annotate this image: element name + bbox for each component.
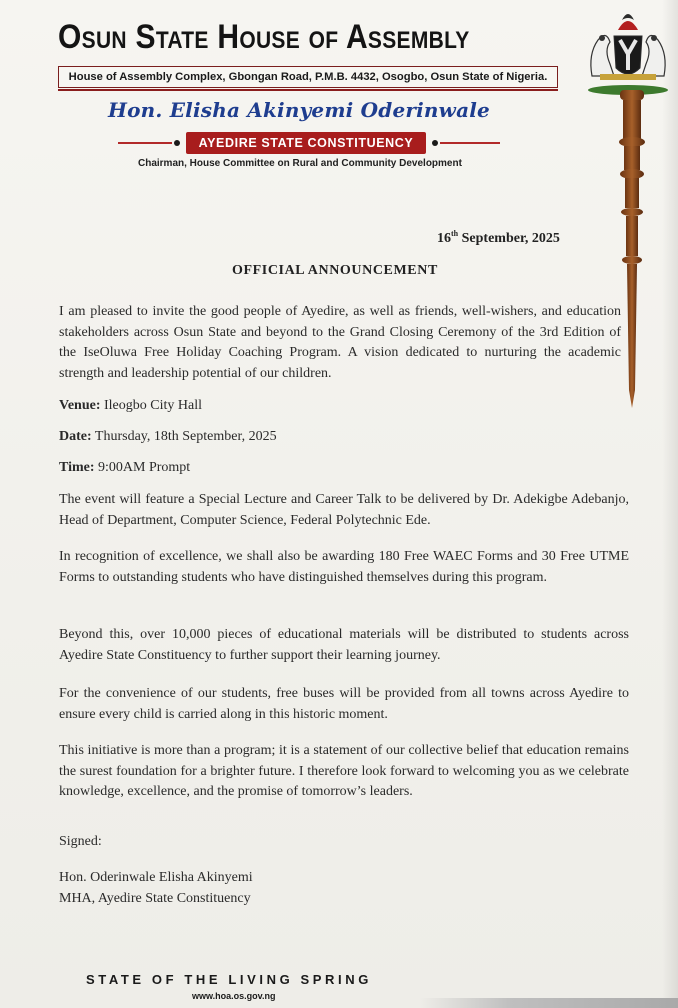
date-month-year: September, 2025 (461, 231, 560, 246)
announcement-heading: OFFICIAL ANNOUNCEMENT (232, 263, 438, 278)
constituency-banner: AYEDIRE STATE CONSTITUENCY (186, 132, 426, 154)
date-line (59, 429, 277, 445)
banner-line-right (440, 142, 500, 144)
date-label: Date: (59, 429, 92, 444)
closing-paragraph: This initiative is more than a program; it is a statement of our collective belief that education remains the surest foundation for a brighter future. I therefore look forward to welcoming you as we celebrate knowledge, excellence, and the promise of tomorrow’s leaders. (59, 743, 629, 799)
intro-paragraph: I am pleased to invite the good people of Ayedire, as well as friends, well-wishers, and education stakeholders across Osun State and beyond to the Grand Closing Ceremony of the 3rd Edition of the IseOluwa Free Holiday Coaching Program. A vision dedicated to nurturing the academic strength and leadership potential of our children. (59, 304, 621, 381)
venue-label: Venue: (59, 398, 101, 413)
address-box: House of Assembly Complex, Gbongan Road, P.M.B. 4432, Osogbo, Osun State of Nigeria. (58, 66, 558, 88)
lecture-paragraph: The event will feature a Special Lecture and Career Talk to be delivered by Dr. Adekigbe Adebanjo, Head of Department, Computer Science, Federal Polytechnic Ede. (59, 492, 629, 528)
banner-dot-left (174, 140, 180, 146)
time-line (59, 460, 190, 476)
signatory-name: Hon. Oderinwale Elisha Akinyemi (59, 870, 253, 885)
letter-date (437, 229, 560, 247)
banner-line-left (118, 142, 172, 144)
signatory-title: MHA, Ayedire State Constituency (59, 891, 251, 906)
date-suffix: th (451, 229, 459, 238)
time-value: 9:00AM Prompt (98, 460, 191, 475)
page-edge-shadow (662, 0, 678, 1008)
signed-label: Signed: (59, 834, 102, 849)
state-motto: STATE OF THE LIVING SPRING (86, 972, 372, 987)
time-label: Time: (59, 460, 95, 475)
nigeria-coat-of-arms-icon (580, 6, 676, 96)
materials-paragraph: Beyond this, over 10,000 pieces of educational materials will be distributed to students across Ayedire State Constituency to further support their learning journey. (59, 627, 629, 663)
venue-line (59, 398, 202, 414)
date-value: Thursday, 18th September, 2025 (94, 429, 277, 444)
member-name: Hon. Elisha Akinyemi Oderinwale (108, 98, 490, 122)
date-day: 16 (437, 231, 451, 246)
banner-dot-right (432, 140, 438, 146)
awards-paragraph: In recognition of excellence, we shall also be awarding 180 Free WAEC Forms and 30 Free UTME Forms to outstanding students who have distinguished themselves during this program. (59, 549, 629, 585)
footer-bar (420, 998, 678, 1008)
website-link[interactable]: www.hoa.os.gov.ng (192, 991, 276, 1001)
transport-paragraph: For the convenience of our students, free buses will be provided from all towns across Ayedire to ensure every child is carried along in this historic moment. (59, 686, 629, 722)
committee-chairman-line: Chairman, House Committee on Rural and Community Development (138, 158, 462, 169)
venue-value: Ileogbo City Hall (104, 398, 202, 413)
org-title: Osun State House of Assembly (58, 18, 470, 56)
